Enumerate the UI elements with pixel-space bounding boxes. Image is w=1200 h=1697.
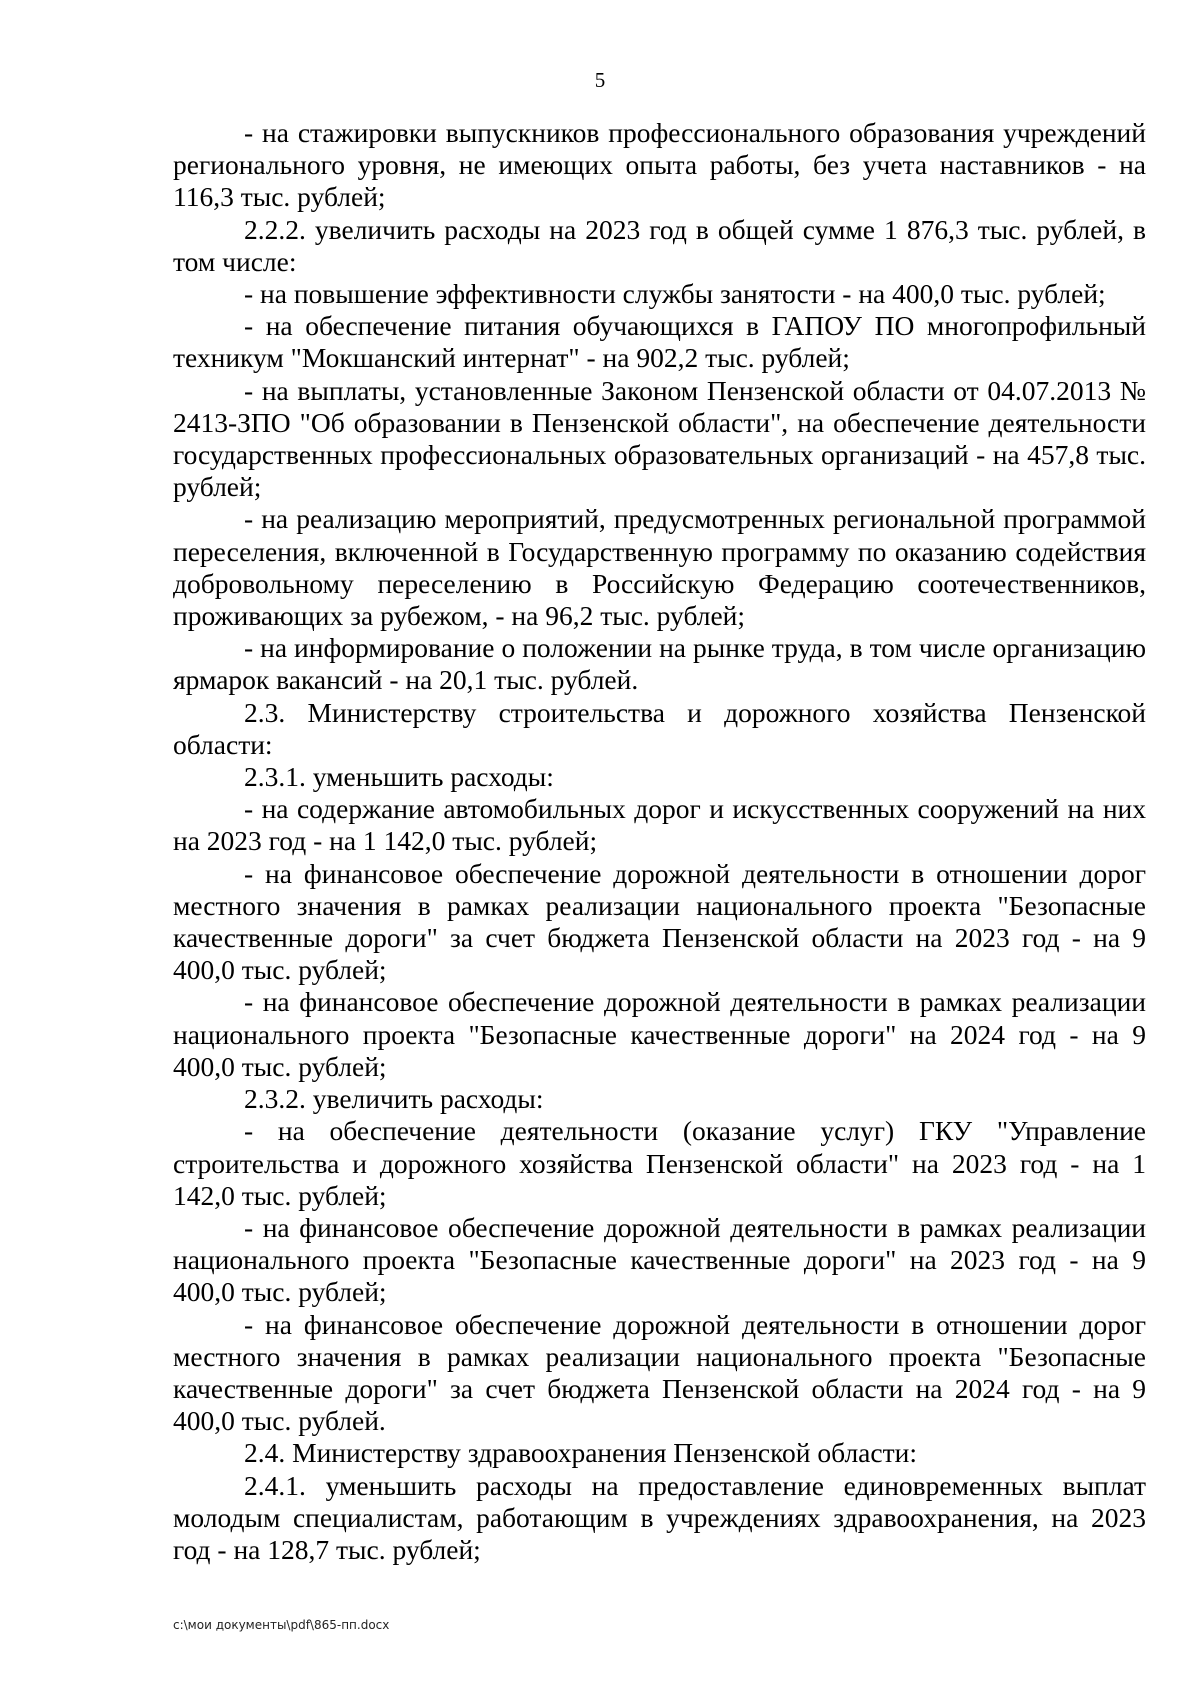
paragraph: - на финансовое обеспечение дорожной деятельности в отношении дорог местного значения в рамках реализации национального проекта "Безопасные качественные дороги" за счет бюджета Пензенской области на 2024 год - на 9 400,0 тыс. рублей. [173, 1308, 1146, 1437]
paragraph: 2.3.2. увеличить расходы: [244, 1083, 544, 1115]
page-number: 5 [594, 68, 606, 92]
footer-file-path: c:\мои документы\pdf\865-пп.docx [173, 1618, 390, 1632]
paragraph: 2.2.2. увеличить расходы на 2023 год в общей сумме 1 876,3 тыс. рублей, в том числе: [173, 213, 1146, 277]
paragraph: - на выплаты, установленные Законом Пензенской области от 04.07.2013 № 2413-ЗПО "Об образовании в Пензенской области", на обеспечение деятельности государственных профессиональных образовательных организаций - на 457,8 тыс. рублей; [173, 374, 1146, 503]
paragraph: - на стажировки выпускников профессионального образования учреждений регионального уровня, не имеющих опыта работы, без учета наставников - на 116,3 тыс. рублей; [173, 117, 1146, 213]
section-heading: 2.3. Министерству строительства и дорожного хозяйства Пензенской области: [173, 696, 1146, 760]
section-heading: 2.4. Министерству здравоохранения Пензенской области: [244, 1437, 917, 1469]
paragraph: 2.3.1. уменьшить расходы: [244, 761, 554, 793]
paragraph: - на обеспечение питания обучающихся в ГАПОУ ПО многопрофильный техникум "Мокшанский интернат" - на 902,2 тыс. рублей; [173, 310, 1146, 374]
paragraph: - на информирование о положении на рынке труда, в том числе организацию ярмарок вакансий - на 20,1 тыс. рублей. [173, 632, 1146, 696]
paragraph: 2.4.1. уменьшить расходы на предоставление единовременных выплат молодым специалистам, работающим в учреждениях здравоохранения, на 2023 год - на 128,7 тыс. рублей; [173, 1469, 1146, 1565]
document-body [173, 117, 1146, 1566]
paragraph: - на повышение эффективности службы занятости - на 400,0 тыс. рублей; [244, 278, 1106, 310]
paragraph: - на обеспечение деятельности (оказание услуг) ГКУ "Управление строительства и дорожного хозяйства Пензенской области" на 2023 год - на 1 142,0 тыс. рублей; [173, 1115, 1146, 1211]
paragraph: - на финансовое обеспечение дорожной деятельности в рамках реализации национального проекта "Безопасные качественные дороги" на 2024 год - на 9 400,0 тыс. рублей; [173, 986, 1146, 1082]
paragraph: - на финансовое обеспечение дорожной деятельности в отношении дорог местного значения в рамках реализации национального проекта "Безопасные качественные дороги" за счет бюджета Пензенской области на 2023 год - на 9 400,0 тыс. рублей; [173, 857, 1146, 986]
paragraph: - на финансовое обеспечение дорожной деятельности в рамках реализации национального проекта "Безопасные качественные дороги" на 2023 год - на 9 400,0 тыс. рублей; [173, 1211, 1146, 1308]
paragraph: - на содержание автомобильных дорог и искусственных сооружений на них на 2023 год - на 1 142,0 тыс. рублей; [173, 793, 1146, 857]
paragraph: - на реализацию мероприятий, предусмотренных региональной программой переселения, включенной в Государственную программу по оказанию содействия добровольному переселению в Российскую Федерацию соотечественников, проживающих за рубежом, - на 96,2 тыс. рублей; [173, 503, 1146, 632]
